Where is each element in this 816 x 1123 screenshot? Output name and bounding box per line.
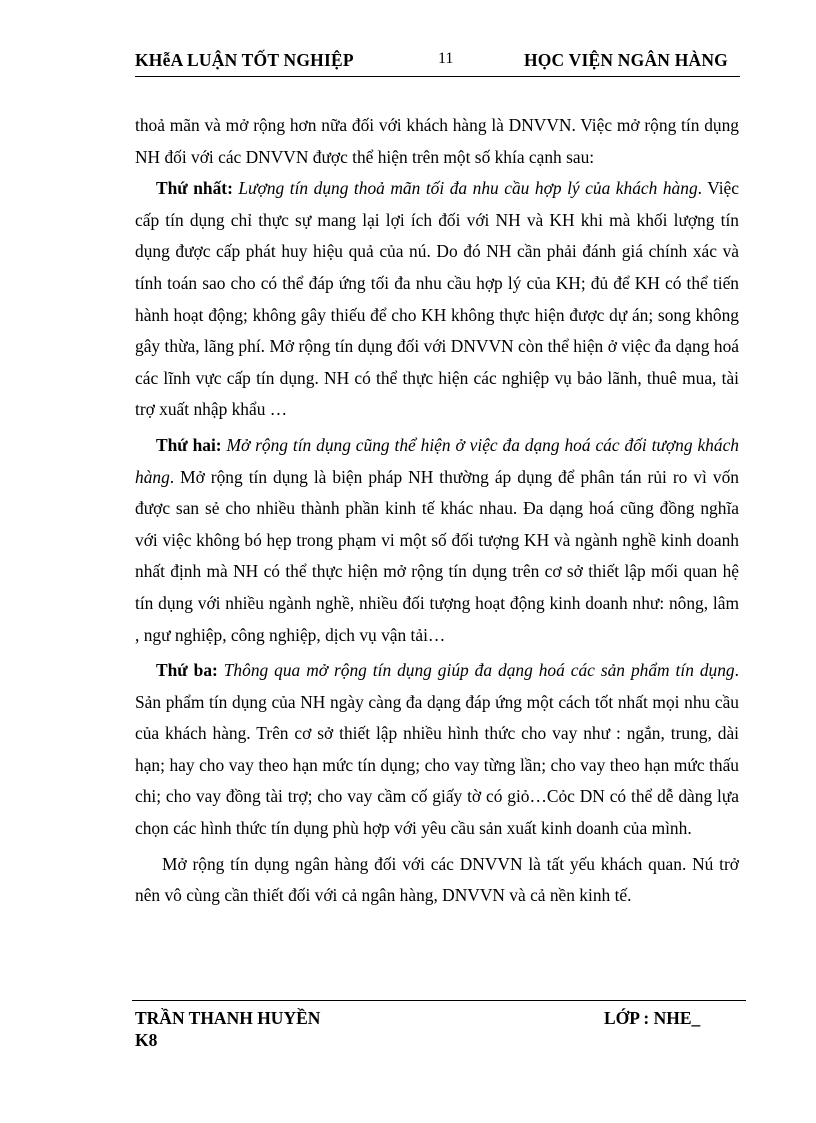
paragraph-third-emphasis: Thông qua mở rộng tín dụng giúp đa dạng hoá các sản phẩm tín dụng [223,660,735,681]
footer-class: LỚP : NHE_ [604,1008,701,1028]
paragraph-intro: thoả mãn và mở rộng hơn nữa đối với khách hàng là DNVVN. Việc mở rộng tín dụng NH đối với các DNVVN được thể hiện trên một số khía cạnh sau: [135,115,739,167]
paragraph-second-emphasis: Mở rộng tín dụng cũng thể hiện ở việc đa dạng hoá các đối tượng khách hàng [135,434,739,487]
paragraph-second [135,430,739,651]
paragraph-first [135,173,739,426]
document-body [135,110,739,912]
header-institution: HỌC VIỆN NGÂN HÀNG [523,50,728,70]
paragraph-third-text: . Sản phẩm tín dụng của NH ngày càng đa dạng đáp ứng một cách tốt nhất mọi nhu cầu của khách hàng. Trên cơ sở thiết lập nhiều hình thức cho vay như : ngắn, trung, dài hạn; hay cho vay theo hạn mức tín dụng; cho vay từng lần; cho vay theo hạn mức thấu chi; cho vay đồng tài trợ; cho vay cầm cố giấy tờ có giỏ…Cỏc DN có thể dễ dàng lựa chọn các hình thức tín dụng phù hợp với yêu cầu sản xuất kinh doanh của mình. [135,660,739,839]
paragraph-first-label: Thứ nhất: [156,178,233,199]
paragraph-closing: Mở rộng tín dụng ngân hàng đối với các DNVVN là tất yếu khách quan. Nú trở nên vô cùng cần thiết đối với cả ngân hàng, DNVVN và cả nền kinh tế. [135,853,739,906]
paragraph-second-text: . Mở rộng tín dụng là biện pháp NH thường áp dụng để phân tán rủi ro vì vốn được san sẻ cho nhiều thành phần kinh tế khác nhau. Đa dạng hoá cũng đồng nghĩa với việc không bó hẹp trong phạm vi một số đối tượng KH và ngành nghề kinh doanh nhất định mà NH có thể thực hiện mở rộng tín dụng trên cơ sở thiết lập mối quan hệ tín dụng với nhiều ngành nghề, nhiều đối tượng hoạt động kinh doanh như: nông, lâm , ngư nghiệp, công nghiệp, dịch vụ vận tải… [135,466,739,645]
footer-class-continued: K8 [135,1030,158,1050]
header-divider [135,76,740,77]
page-header [135,48,740,72]
paragraph-first-text: . Việc cấp tín dụng chỉ thực sự mang lại lợi ích đối với NH và KH khi mà khối lượng tín dụng được cấp phát huy hiệu quả của nú. Do đó NH cần phải đánh giá chính xác và tính toán sao cho có thể đáp ứng tối đa nhu cầu hợp lý của KH; đủ để KH có thể tiến hành hoạt động; không gây thiếu để cho KH không thực hiện được dự án; song không gây thừa, lãng phí. Mở rộng tín dụng đối với DNVVN còn thể hiện ở việc đa dạng hoá các lĩnh vực cấp tín dụng. NH có thể thực hiện các nghiệp vụ bảo lãnh, thuê mua, tài trợ xuất nhập khẩu … [135,178,739,420]
paragraph-second-label: Thứ hai: [156,434,222,455]
paragraph-third [135,655,739,845]
footer-divider [132,1000,746,1001]
header-thesis-title: KHễA LUẬN TỐT NGHIỆP [135,50,354,70]
paragraph-first-emphasis: Lượng tín dụng thoả mãn tối đa nhu cầu hợp lý của khách hàng [238,178,698,199]
footer-author: TRẦN THANH HUYỀN [135,1008,321,1028]
paragraph-third-label: Thứ ba: [156,660,218,681]
page-number: 11 [438,50,454,67]
